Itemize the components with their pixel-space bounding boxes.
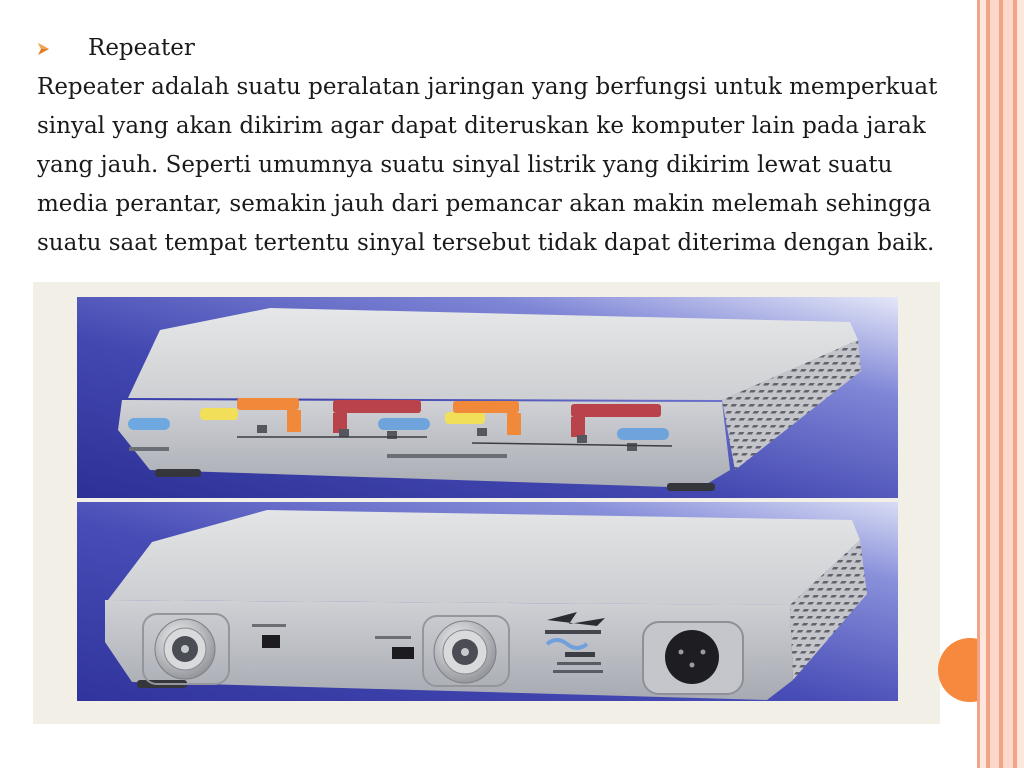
switch bbox=[392, 647, 414, 659]
switch-caption bbox=[252, 624, 286, 627]
decorative-stripes bbox=[977, 0, 1024, 768]
arrow-bullet-icon bbox=[38, 43, 49, 55]
panel-caption bbox=[129, 447, 169, 451]
port-label bbox=[200, 408, 238, 420]
port-label bbox=[237, 398, 299, 410]
stripe bbox=[1017, 0, 1024, 768]
model-text bbox=[565, 652, 595, 657]
port-label bbox=[571, 417, 585, 437]
repeater-figure bbox=[33, 282, 940, 724]
port bbox=[339, 429, 349, 437]
brand-text bbox=[545, 630, 601, 634]
repeater-photo-bottom bbox=[77, 502, 898, 701]
paragraph-line: suatu saat tempat tertentu sinyal tersebut tidak dapat diterima dengan baik. bbox=[37, 230, 935, 256]
bullet-heading: Repeater bbox=[88, 35, 195, 61]
connector-pin bbox=[701, 650, 706, 655]
device-foot bbox=[667, 483, 715, 491]
port-label bbox=[445, 412, 485, 424]
stripe bbox=[1003, 0, 1013, 768]
port-label bbox=[571, 404, 661, 417]
paragraph-line: media perantar, semakin jauh dari pemancar akan makin melemah sehingga bbox=[37, 191, 932, 217]
bnc-connector-pin bbox=[181, 645, 189, 653]
port-label bbox=[128, 418, 170, 430]
model-text bbox=[557, 662, 601, 665]
port bbox=[477, 428, 487, 436]
port-label bbox=[287, 410, 301, 432]
device-top-surface bbox=[108, 510, 860, 605]
device-top-surface bbox=[128, 308, 858, 400]
port bbox=[257, 425, 267, 433]
port bbox=[387, 431, 397, 439]
connector-pin bbox=[679, 650, 684, 655]
power-connector bbox=[665, 630, 719, 684]
paragraph-line: Repeater adalah suatu peralatan jaringan yang berfungsi untuk memperkuat bbox=[37, 74, 938, 100]
model-text bbox=[553, 670, 603, 673]
port-label bbox=[507, 413, 521, 435]
port bbox=[577, 435, 587, 443]
device-foot bbox=[155, 469, 201, 477]
paragraph-line: yang jauh. Seperti umumnya suatu sinyal listrik yang dikirim lewat suatu bbox=[37, 152, 893, 178]
paragraph-line: sinyal yang akan dikirim agar dapat diteruskan ke komputer lain pada jarak bbox=[37, 113, 926, 139]
port-label bbox=[617, 428, 669, 440]
port-label bbox=[378, 418, 430, 430]
panel-caption bbox=[387, 454, 507, 458]
connector-pin bbox=[690, 663, 695, 668]
switch-caption bbox=[375, 636, 411, 639]
port-label bbox=[333, 400, 421, 413]
switch bbox=[262, 635, 280, 648]
repeater-photo-top bbox=[77, 297, 898, 498]
bnc-connector-pin bbox=[461, 648, 469, 656]
port-label bbox=[453, 401, 519, 413]
port bbox=[627, 443, 637, 451]
stripe bbox=[990, 0, 999, 768]
